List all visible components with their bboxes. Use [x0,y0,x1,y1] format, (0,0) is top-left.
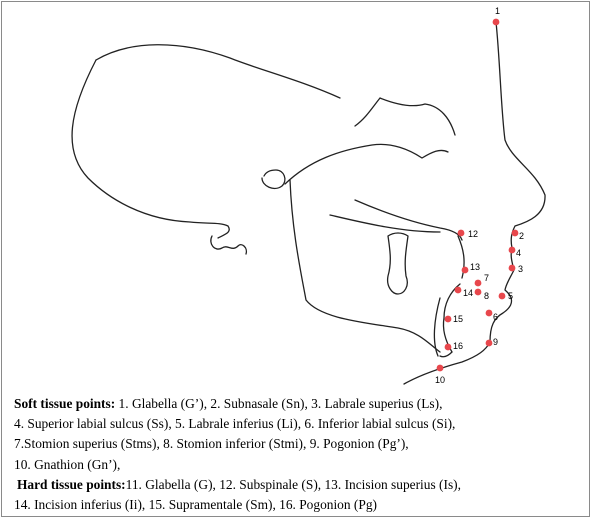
soft-tissue-line-1 [14,394,584,414]
landmark-point-7 [475,280,482,287]
landmark-label-5: 5 [508,291,514,301]
landmark-label-15: 15 [453,314,464,324]
soft-tissue-profile [404,22,545,384]
cephalometric-tracing [72,22,545,384]
landmark-point-1 [493,19,500,26]
landmark-point-14 [455,287,462,294]
landmark-point-2 [512,230,519,237]
occipital-detail [211,236,247,254]
soft-tissue-line-4: 10. Gnathion (Gn’), [14,456,121,472]
landmark-label-6: 6 [493,312,499,322]
landmark-point-16 [445,344,452,351]
hard-tissue-text-1: 11. Glabella (G), 12. Subspinale (S), 13. Incision superius (Is), [125,476,461,492]
landmark-label-16: 16 [453,341,464,351]
cranium-outline [72,60,229,238]
landmark-point-10 [437,365,444,372]
mandible-ramus [290,180,440,352]
landmark-point-5 [499,293,506,300]
soft-tissue-line-3: 7.Stomion superius (Stms), 8. Stomion inferior (Stmi), 9. Pogonion (Pg’), [14,436,409,452]
landmark-label-12: 12 [468,229,479,239]
landmark-label-14: 14 [463,288,474,298]
soft-tissue-text-1: 1. Glabella (G’), 2. Subnasale (Sn), 3. Labrale superius (Ls), [115,396,443,411]
hard-tissue-line-2: 14. Incision inferius (Ii), 15. Supramentale (Sm), 16. Pogonion (Pg) [14,497,377,513]
hard-tissue-heading: Hard tissue points: [17,476,126,492]
hard-tissue-line-1 [14,475,584,495]
landmark-point-9 [486,340,493,347]
sella-region [262,170,285,188]
orbit-outline [355,98,455,135]
landmark-label-1: 1 [495,6,501,16]
palate-line [330,215,440,232]
landmark-point-13 [462,267,469,274]
figure-caption [14,394,584,515]
landmark-point-4 [509,247,516,254]
landmark-point-12 [458,230,465,237]
soft-tissue-line-2: 4. Superior labial sulcus (Ss), 5. Labrale inferius (Li), 6. Inferior labial sulcus (Si), [14,416,456,432]
landmark-label-7: 7 [484,273,490,283]
landmark-label-9: 9 [493,337,499,347]
landmark-point-3 [509,265,516,272]
landmark-label-3: 3 [518,264,524,274]
landmark-point-6 [486,310,493,317]
landmark-label-4: 4 [516,248,522,258]
landmark-label-2: 2 [519,231,525,241]
skull-vault [96,45,340,98]
landmark-label-8: 8 [484,291,490,301]
landmark-point-8 [475,289,482,296]
landmark-label-13: 13 [470,262,481,272]
maxilla-outline [355,200,462,240]
soft-tissue-heading: Soft tissue points: [14,396,116,411]
landmark-label-10: 10 [435,375,446,385]
molar-tooth [388,233,408,294]
landmark-point-15 [445,316,452,323]
landmark-points [435,6,524,385]
cranial-base [285,144,448,184]
